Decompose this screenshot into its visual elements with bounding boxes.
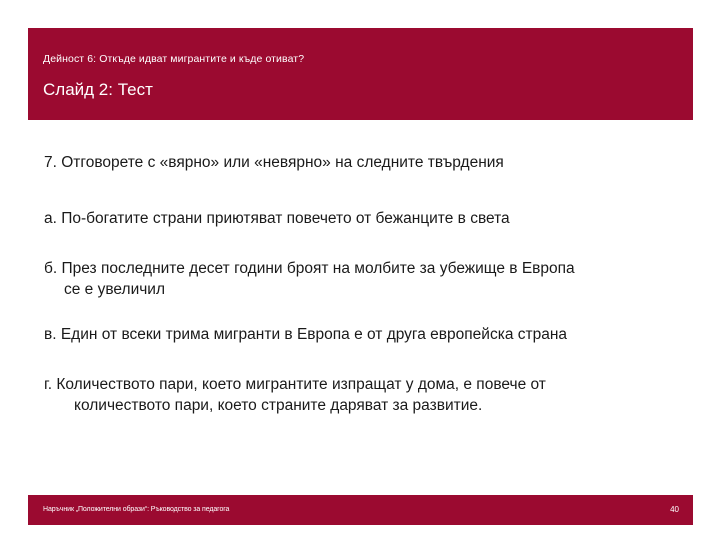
statement-a-line1: а. По-богатите страни приютяват повечето от бежанците в света xyxy=(44,210,510,227)
slide-content xyxy=(44,152,684,414)
footer-text: Наръчник „Положителни образи“: Ръководство за педагога xyxy=(43,506,230,513)
statement-b xyxy=(44,258,575,300)
activity-title: Дейност 6: Откъде идват мигрантите и къде отиват? xyxy=(43,53,305,65)
slide-footer xyxy=(28,495,693,525)
question-text: 7. Отговорете с «вярно» или «невярно» на следните твърдения xyxy=(44,154,504,171)
statement-c xyxy=(44,324,567,345)
statement-d-line1: г. Количеството пари, което мигрантите изпращат у дома, е повече от xyxy=(44,376,546,393)
statement-a xyxy=(44,208,510,229)
statement-b-line1: б. През последните десет години броят на молбите за убежище в Европа xyxy=(44,260,575,277)
slide-header xyxy=(28,28,693,120)
statement-b-line2: се е увеличил xyxy=(64,281,165,298)
page-number: 40 xyxy=(670,505,679,514)
statement-c-line1: в. Един от всеки трима мигранти в Европа е от друга европейска страна xyxy=(44,326,568,343)
statement-d-line2: количеството пари, което страните даряват за развитие. xyxy=(74,397,483,414)
statement-d xyxy=(44,374,546,416)
slide-title: Слайд 2: Тест xyxy=(43,80,153,99)
